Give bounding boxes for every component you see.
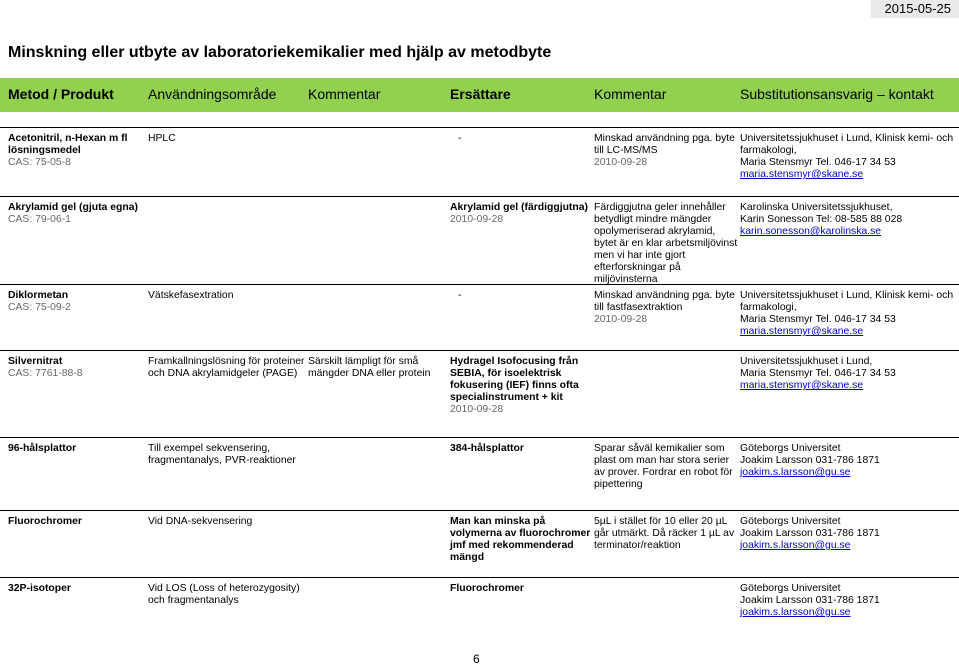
use-text: och fragmentanalys	[148, 595, 300, 607]
cas-number: CAS: 75-05-8	[8, 157, 128, 169]
contact-text: Maria Stensmyr Tel. 046-17 34 53	[740, 157, 953, 169]
contact-text: Universitetssjukhuset i Lund, Klinisk kemi- och	[740, 290, 953, 302]
replacement-cell	[450, 583, 524, 595]
cas-number: CAS: 75-09-2	[8, 302, 71, 314]
use-cell	[148, 443, 296, 467]
replacement-text: Akrylamid gel (färdiggjutna)	[450, 202, 588, 214]
comment2-text: 5µL i stället för 10 eller 20 µL	[594, 516, 734, 528]
comment2-text: opolymeriserad akrylamid,	[594, 226, 737, 238]
replacement-text: Fluorochromer	[450, 583, 524, 595]
dash-marker: -	[458, 133, 461, 145]
contact-text: farmakologi,	[740, 302, 953, 314]
email-link[interactable]: joakim.s.larsson@gu.se	[740, 467, 880, 479]
contact-text: farmakologi,	[740, 145, 953, 157]
contact-cell	[740, 202, 902, 238]
table-row	[0, 437, 959, 504]
replacement-text: mängd	[450, 552, 590, 564]
replacement-text: SEBIA, för isoelektrisk	[450, 368, 579, 380]
product-cell	[8, 133, 128, 169]
use-cell	[148, 583, 300, 607]
product-cell	[8, 202, 138, 226]
product-name: Silvernitrat	[8, 356, 83, 368]
contact-text: Joakim Larsson 031-786 1871	[740, 595, 880, 607]
email-link[interactable]: karin.sonesson@karolinska.se	[740, 226, 902, 238]
comment2-text: Sparar såväl kemikalier som	[594, 443, 733, 455]
replacement-date: 2010-09-28	[450, 404, 579, 416]
contact-cell	[740, 356, 896, 392]
email-link[interactable]: maria.stensmyr@skane.se	[740, 326, 953, 338]
contact-cell	[740, 133, 953, 181]
use-text: fragmentanalys, PVR-reaktioner	[148, 455, 296, 467]
comment2-text: till LC-MS/MS	[594, 145, 735, 157]
replacement-cell	[450, 356, 579, 416]
product-cell	[8, 443, 76, 455]
product-name: Diklormetan	[8, 290, 71, 302]
replacement-text: fokusering (IEF) finns ofta	[450, 380, 579, 392]
header-method: Metod / Produkt	[8, 86, 114, 102]
comment2-cell	[594, 516, 734, 552]
replacement-cell	[450, 516, 590, 564]
use-cell	[148, 290, 233, 302]
replacement-text: 384-hålsplattor	[450, 443, 524, 455]
product-name: Akrylamid gel (gjuta egna)	[8, 202, 138, 214]
contact-text: Karolinska Universitetssjukhuset,	[740, 202, 902, 214]
contact-text: Maria Stensmyr Tel. 046-17 34 53	[740, 368, 896, 380]
contact-text: Göteborgs Universitet	[740, 583, 880, 595]
contact-text: Universitetssjukhuset i Lund, Klinisk kemi- och	[740, 133, 953, 145]
table-row	[0, 510, 959, 571]
comment2-text: går utmärkt. Då räcker 1 µL av	[594, 528, 734, 540]
use-text: Vid DNA-sekvensering	[148, 516, 252, 528]
comment2-text: terminator/reaktion	[594, 540, 734, 552]
replacement-text: specialinstrument + kit	[450, 392, 579, 404]
table-row	[0, 127, 959, 184]
contact-cell	[740, 443, 880, 479]
date-stamp: 2015-05-25	[871, 0, 959, 18]
comment2-text: Färdiggjutna geler innehåller	[594, 202, 737, 214]
replacement-cell	[450, 202, 588, 226]
comment2-text: pipettering	[594, 479, 733, 491]
table-row	[0, 196, 959, 281]
contact-text: Joakim Larsson 031-786 1871	[740, 528, 880, 540]
contact-text: Göteborgs Universitet	[740, 516, 880, 528]
email-link[interactable]: joakim.s.larsson@gu.se	[740, 540, 880, 552]
comment2-date: 2010-09-28	[594, 157, 735, 169]
comment2-cell	[594, 202, 737, 286]
use-cell	[148, 516, 252, 528]
use-text: Framkallningslösning för proteiner	[148, 356, 305, 368]
header-contact: Substitutionsansvarig – kontakt	[740, 86, 934, 102]
replacement-text: Man kan minska på	[450, 516, 590, 528]
use-cell	[148, 133, 176, 145]
use-text: HPLC	[148, 133, 176, 145]
table-row	[0, 577, 959, 614]
email-link[interactable]: maria.stensmyr@skane.se	[740, 169, 953, 181]
comment2-text: men vi har inte gjort	[594, 250, 737, 262]
comment2-text: betydligt mindre mängder	[594, 214, 737, 226]
page-title: Minskning eller utbyte av laboratoriekemikalier med hjälp av metodbyte	[8, 44, 551, 62]
replacement-date: 2010-09-28	[450, 214, 588, 226]
comment-text: Särskilt lämpligt för små	[308, 356, 430, 368]
comment2-text: av prover. Fordrar en robot för	[594, 467, 733, 479]
product-cell	[8, 290, 71, 314]
contact-cell	[740, 290, 953, 338]
table-row	[0, 284, 959, 345]
use-text: Vätskefasextration	[148, 290, 233, 302]
replacement-text: volymerna av fluorochromer	[450, 528, 590, 540]
comment2-text: efterforskningar på	[594, 262, 737, 274]
comment2-text: plast om man har stora serier	[594, 455, 733, 467]
comment2-text: bytet är en klar arbetsmiljövinst	[594, 238, 737, 250]
replacement-text: jmf med rekommenderad	[450, 540, 590, 552]
dash-marker: -	[458, 290, 461, 302]
header-replacement: Ersättare	[450, 86, 511, 102]
page-number: 6	[473, 652, 480, 666]
table-row	[0, 350, 959, 431]
product-cell	[8, 356, 83, 380]
product-name: Acetonitril, n-Hexan m fl	[8, 133, 128, 145]
header-comment: Kommentar	[308, 86, 380, 102]
replacement-cell	[450, 443, 524, 455]
contact-text: Universitetssjukhuset i Lund,	[740, 356, 896, 368]
comment2-text: Minskad användning pga. byte	[594, 290, 735, 302]
product-cell	[8, 516, 82, 528]
use-text: Vid LOS (Loss of heterozygosity)	[148, 583, 300, 595]
comment2-date: 2010-09-28	[594, 314, 735, 326]
header-use: Användningsområde	[148, 86, 276, 102]
comment-cell	[308, 356, 430, 380]
contact-cell	[740, 583, 880, 619]
use-text: Till exempel sekvensering,	[148, 443, 296, 455]
product-name: Fluorochromer	[8, 516, 82, 528]
contact-cell	[740, 516, 880, 552]
cas-number: CAS: 79-06-1	[8, 214, 138, 226]
email-link[interactable]: joakim.s.larsson@gu.se	[740, 607, 880, 619]
product-name: lösningsmedel	[8, 145, 128, 157]
product-cell	[8, 583, 71, 595]
comment2-text: miljövinsterna	[594, 274, 737, 286]
contact-text: Joakim Larsson 031-786 1871	[740, 455, 880, 467]
comment2-cell	[594, 443, 733, 491]
comment2-cell	[594, 133, 735, 169]
header-comment-2: Kommentar	[594, 86, 666, 102]
contact-text: Karin Sonesson Tel: 08-585 88 028	[740, 214, 902, 226]
use-cell	[148, 356, 305, 380]
contact-text: Maria Stensmyr Tel. 046-17 34 53	[740, 314, 953, 326]
cas-number: CAS: 7761-88-8	[8, 368, 83, 380]
comment2-text: till fastfasextraktion	[594, 302, 735, 314]
table-header	[0, 78, 959, 112]
email-link[interactable]: maria.stensmyr@skane.se	[740, 380, 896, 392]
product-name: 96-hålsplattor	[8, 443, 76, 455]
comment2-cell	[594, 290, 735, 326]
replacement-text: Hydragel Isofocusing från	[450, 356, 579, 368]
use-text: och DNA akrylamidgeler (PAGE)	[148, 368, 305, 380]
contact-text: Göteborgs Universitet	[740, 443, 880, 455]
comment2-text: Minskad användning pga. byte	[594, 133, 735, 145]
product-name: 32P-isotoper	[8, 583, 71, 595]
comment-text: mängder DNA eller protein	[308, 368, 430, 380]
